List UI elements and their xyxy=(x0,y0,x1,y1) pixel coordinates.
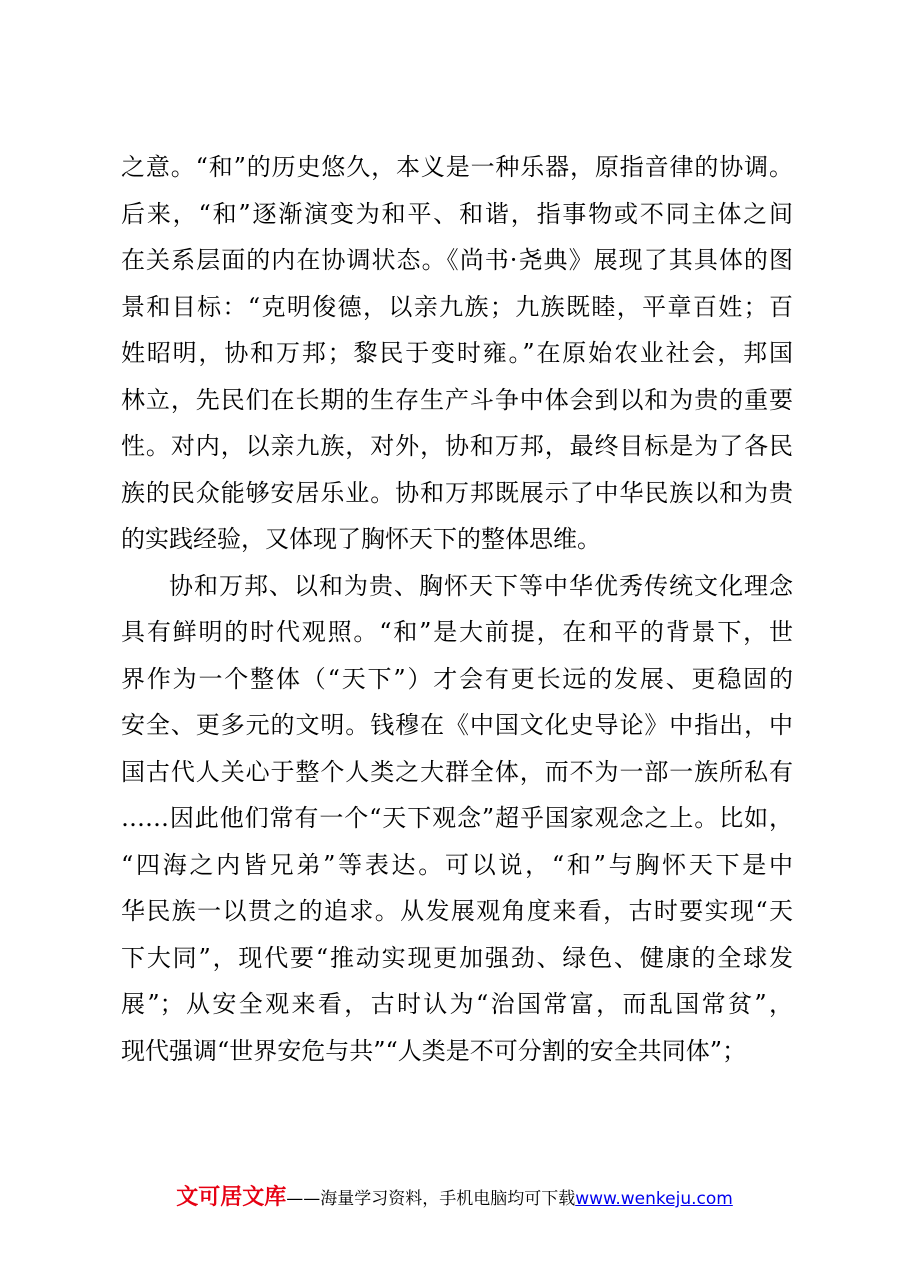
text-line: “四海之内皆兄弟”等表达。可以说，“和”与胸怀天下是中 xyxy=(121,850,793,879)
text-line: 协和万邦、以和为贵、胸怀天下等中华优秀传统文化理念 xyxy=(169,571,793,600)
paragraph-1 xyxy=(121,144,793,563)
text-line: 在关系层面的内在协调状态。《尚书·尧典》展现了其具体的图 xyxy=(121,246,793,274)
website-link[interactable]: www.wenkeju.com xyxy=(575,1189,733,1209)
text-line: 下大同”，现代要“推动实现更加强劲、绿色、健康的全球发 xyxy=(121,943,793,972)
brand-name: 文可居文库 xyxy=(176,1185,287,1210)
text-line: 展”；从安全观来看，古时认为“治国常富，而乱国常贫”， xyxy=(121,990,793,1018)
body-text xyxy=(121,144,793,1074)
text-line: 现代强调“世界安危与共”“人类是不可分割的安全共同体”； xyxy=(121,1036,747,1065)
footer-tagline: ——海量学习资料，手机电脑均可下载 xyxy=(286,1189,576,1209)
text-line: 性。对内，以亲九族，对外，协和万邦，最终目标是为了各民 xyxy=(121,432,793,460)
text-line: 之意。“和”的历史悠久，本义是一种乐器，原指音律的协调。 xyxy=(121,153,793,181)
text-line: ……因此他们常有一个“天下观念”超乎国家观念之上。比如， xyxy=(121,804,793,832)
text-line: 后来，“和”逐渐演变为和平、和谐，指事物或不同主体之间 xyxy=(121,199,793,228)
text-line: 安全、更多元的文明。钱穆在《中国文化史导论》中指出，中 xyxy=(121,711,793,739)
paragraph-2 xyxy=(121,563,793,1075)
text-line: 界作为一个整体（“天下”）才会有更长远的发展、更稳固的 xyxy=(121,664,793,693)
text-line: 姓昭明，协和万邦；黎民于变时雍。”在原始农业社会，邦国 xyxy=(121,339,793,367)
text-line: 景和目标：“克明俊德，以亲九族；九族既睦，平章百姓；百 xyxy=(121,292,793,321)
text-line: 具有鲜明的时代观照。“和”是大前提，在和平的背景下，世 xyxy=(121,618,793,646)
footer-banner xyxy=(0,1180,909,1211)
text-line: 华民族一以贯之的追求。从发展观角度来看，古时要实现“天 xyxy=(121,897,793,925)
text-line: 国古代人关心于整个人类之大群全体，而不为一部一族所私有 xyxy=(121,757,793,786)
text-line: 族的民众能够安居乐业。协和万邦既展示了中华民族以和为贵 xyxy=(121,478,793,507)
text-line: 林立，先民们在长期的生存生产斗争中体会到以和为贵的重要 xyxy=(121,385,793,414)
text-line: 的实践经验，又体现了胸怀天下的整体思维。 xyxy=(121,525,601,553)
